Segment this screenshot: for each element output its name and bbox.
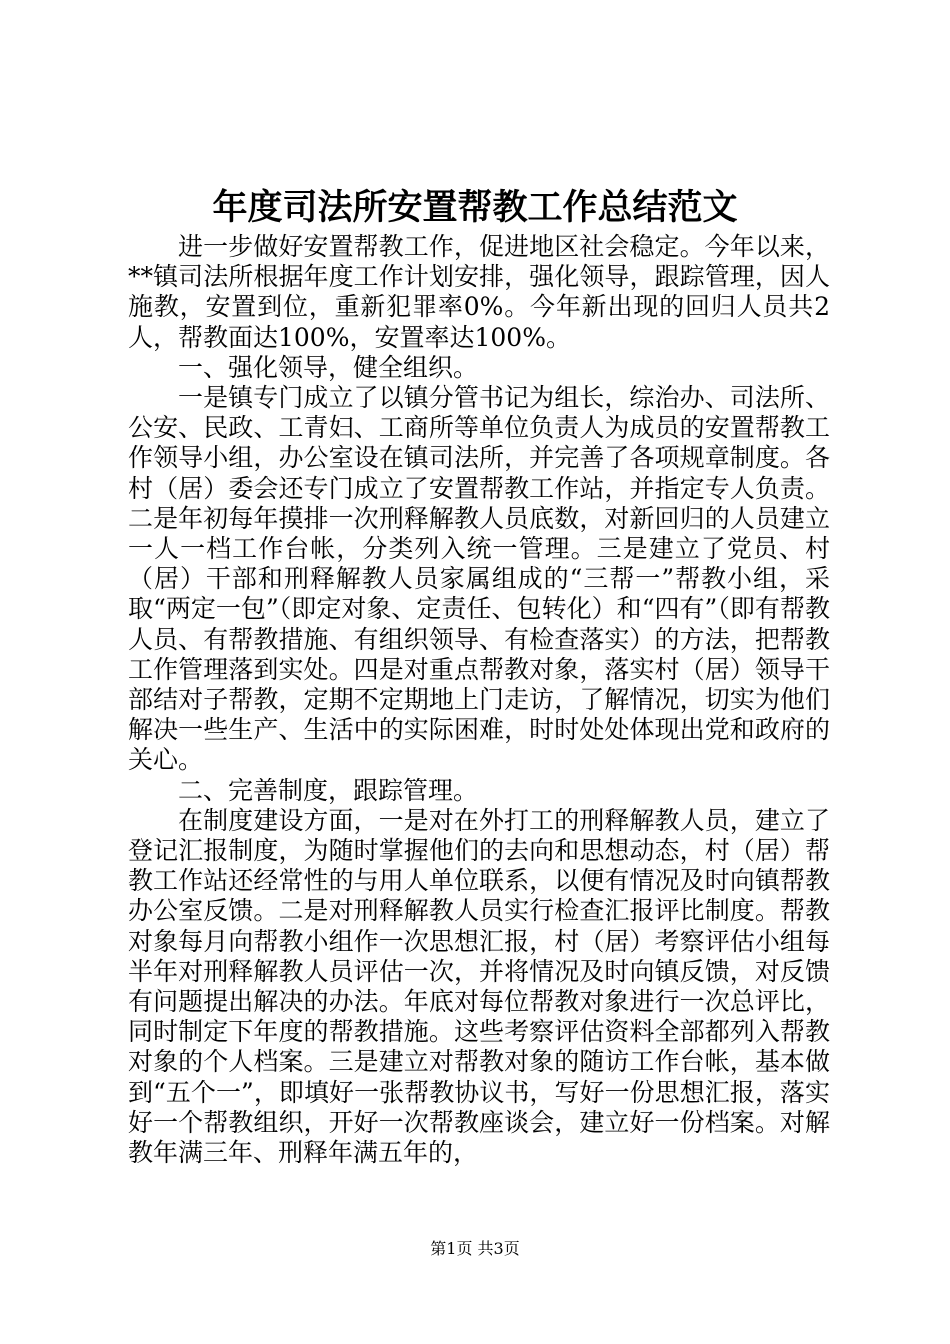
section-heading-2: 二、完善制度，跟踪管理。 xyxy=(178,775,479,805)
section-heading-1: 一、强化领导，健全组织。 xyxy=(178,352,479,382)
paragraph-section-2: 在制度建设方面，一是对在外打工的刑释解教人员，建立了登记汇报制度，为随时掌握他们的去向和思想动态，村（居）帮教工作站还经常性的与用人单位联系，以便有情况及时向镇帮教办公室反馈。二是对刑释解教人员实行检查汇报评比制度。帮教对象每月向帮教小组作一次思想汇报，村（居）考察评估小组每半年对刑释解教人员评估一次，并将情况及时向镇反馈，对反馈有问题提出解决的办法。年底对每位帮教对象进行一次总评比，同时制定下年度的帮教措施。这些考察评估资料全部都列入帮教对象的个人档案。三是建立对帮教对象的随访工作台帐，基本做到“五个一”，即填好一张帮教协议书，写好一份思想汇报，落实好一个帮教组织，开好一次帮教座谈会，建立好一份档案。对解教年满三年、刑释年满五年的， xyxy=(128,805,830,1168)
document-body xyxy=(128,232,830,1168)
paragraph-section-1: 一是镇专门成立了以镇分管书记为组长，综治办、司法所、公安、民政、工青妇、工商所等单位负责人为成员的安置帮教工作领导小组，办公室设在镇司法所，并完善了各项规章制度。各村（居）委会还专门成立了安置帮教工作站，并指定专人负责。二是年初每年摸排一次刑释解教人员底数，对新回归的人员建立一人一档工作台帐，分类列入统一管理。三是建立了党员、村（居）干部和刑释解教人员家属组成的“三帮一”帮教小组，采取“两定一包”（即定对象、定责任、包转化）和“四有”（即有帮教人员、有帮教措施、有组织领导、有检查落实）的方法，把帮教工作管理落到实处。四是对重点帮教对象，落实村（居）领导干部结对子帮教，定期不定期地上门走访，了解情况，切实为他们解决一些生产、生活中的实际困难，时时处处体现出党和政府的关心。 xyxy=(128,383,830,775)
document-title: 年度司法所安置帮教工作总结范文 xyxy=(212,187,738,228)
paragraph-intro: 进一步做好安置帮教工作，促进地区社会稳定。今年以来，**镇司法所根据年度工作计划安排，强化领导，跟踪管理，因人施教，安置到位，重新犯罪率0%。今年新出现的回归人员共2人，帮教面达100%，安置率达100%。 xyxy=(128,232,830,352)
page-footer: 第1页 共3页 xyxy=(430,1239,520,1258)
